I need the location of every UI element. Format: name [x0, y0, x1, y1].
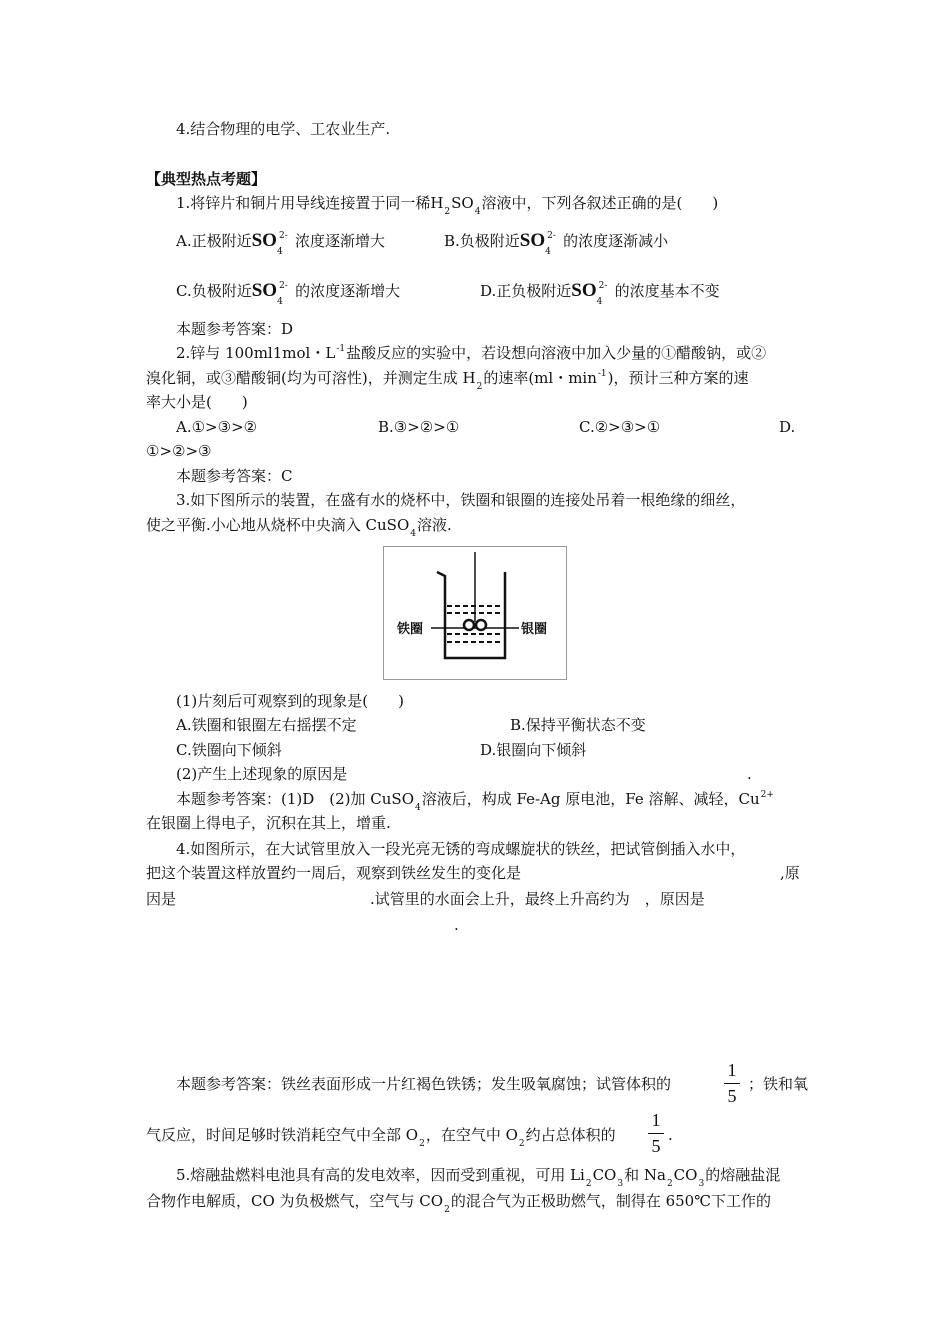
fraction-one-fifth-2: 1 5 [648, 1110, 664, 1157]
q2-option-d-value: ①>②>③ [146, 442, 212, 460]
q2-line-1: 2.锌与 100ml1mol・$L^{-1}$盐酸反应的实验中，若设想向溶液中加入少量的①醋酸钠，或② [176, 344, 767, 362]
q2-option-d-label: D. [779, 418, 796, 436]
iron-ring [464, 620, 474, 630]
q3-option-c: C.铁圈向下倾斜 [176, 741, 282, 759]
q4-line-4: . [454, 916, 459, 934]
q3-option-b: B.保持平衡状态不变 [510, 716, 646, 734]
q3-option-a: A.铁圈和银圈左右摇摆不定 [176, 716, 357, 734]
q4-line-1: 4.如图所示，在大试管里放入一段光亮无锈的弯成螺旋状的铁丝，把试管倒插入水中， [176, 840, 746, 858]
q4-answer: 本题参考答案：铁丝表面形成一片红褐色铁锈；发生吸氧腐蚀；试管体积的 [176, 1075, 672, 1093]
q3-line-2: 使之平衡.小心地从烧杯中央滴入 CuSO$_4$溶液. [146, 516, 452, 539]
q3-option-d: D.银圈向下倾斜 [480, 741, 587, 759]
q1-option-d: D.正负极附近SO 2- 4 的浓度基本不变 [480, 280, 720, 307]
q4-line-2-end: ,原 [780, 864, 800, 882]
beaker-diagram [383, 546, 567, 680]
q3-part-2: (2)产生上述现象的原因是 [176, 765, 348, 783]
q4-answer-end: ；铁和氧 [748, 1075, 809, 1093]
q2-line-3: 率大小是( ) [146, 393, 248, 411]
q2-answer: 本题参考答案：C [176, 467, 293, 485]
q3-line-1: 3.如下图所示的装置，在盛有水的烧杯中，铁圈和银圈的连接处吊着一根绝缘的细丝， [176, 491, 746, 509]
q4-line-2: 把这个装置这样放置约一周后，观察到铁丝发生的变化是 [146, 864, 522, 882]
intro-item: 4.结合物理的电学、工农业生产. [176, 120, 391, 138]
q2-line-2: 溴化铜，或③醋酸铜(均为可溶性)，并测定生成 $H_2$的速率(ml・$\min^{-1}$)，预计三种方案的速 [146, 369, 749, 392]
q1-stem: 1.将锌片和铜片用导线连接置于同一稀$H_2SO_4$溶液中，下列各叙述正确的是( ) [176, 194, 719, 217]
silver-ring [476, 620, 486, 630]
q1-option-c: C.负极附近SO 2- 4 的浓度逐渐增大 [176, 280, 401, 307]
q1-answer: 本题参考答案：D [176, 320, 294, 338]
q3-answer: 本题参考答案：(1)D (2)加 CuSO$_4$溶液后，构成 Fe-Ag 原电池，Fe 溶解、减轻，$Cu^{2+}$ [176, 790, 774, 813]
q4-line-3: .试管里的水面会上升，最终上升高约为 ，原因是 [370, 890, 705, 908]
q1-option-b: B.负极附近SO 2- 4 的浓度逐渐减小 [444, 230, 669, 257]
iron-ring-label: 铁圈 [397, 622, 424, 637]
q3-part-2-end: . [747, 765, 752, 783]
q5-line-2: 合物作电解质，CO 为负极燃气，空气与 $CO_2$的混合气为正极助燃气，制得在 650℃下工作的 [146, 1192, 772, 1215]
fraction-one-fifth: 1 5 [724, 1060, 740, 1107]
section-heading: 【典型热点考题】 [146, 170, 267, 188]
q4-line-3-start: 因是 [146, 890, 177, 908]
q5-line-1: 5.熔融盐燃料电池具有高的发电效率，因而受到重视，可用 $Li_2CO_3$和 $Na_2CO_3$的熔融盐混 [176, 1166, 781, 1189]
q2-option-c: C.②>③>① [579, 418, 661, 436]
silver-ring-label: 银圈 [521, 622, 548, 637]
q3-part-1: (1)片刻后可观察到的现象是( ) [176, 692, 404, 710]
q2-option-a: A.①>③>② [176, 418, 258, 436]
q4-answer-line-2: 气反应，时间足够时铁消耗空气中全部 $O_2$，在空气中 $O_2$约占总体积的 [146, 1126, 616, 1149]
q4-answer-line-2-end: . [668, 1126, 673, 1144]
q2-option-b: B.③>②>① [378, 418, 460, 436]
q1-option-a: A.正极附近SO 2- 4 浓度逐渐增大 [176, 230, 385, 257]
q3-answer-line-2: 在银圈上得电子，沉积在其上，增重. [146, 814, 391, 832]
